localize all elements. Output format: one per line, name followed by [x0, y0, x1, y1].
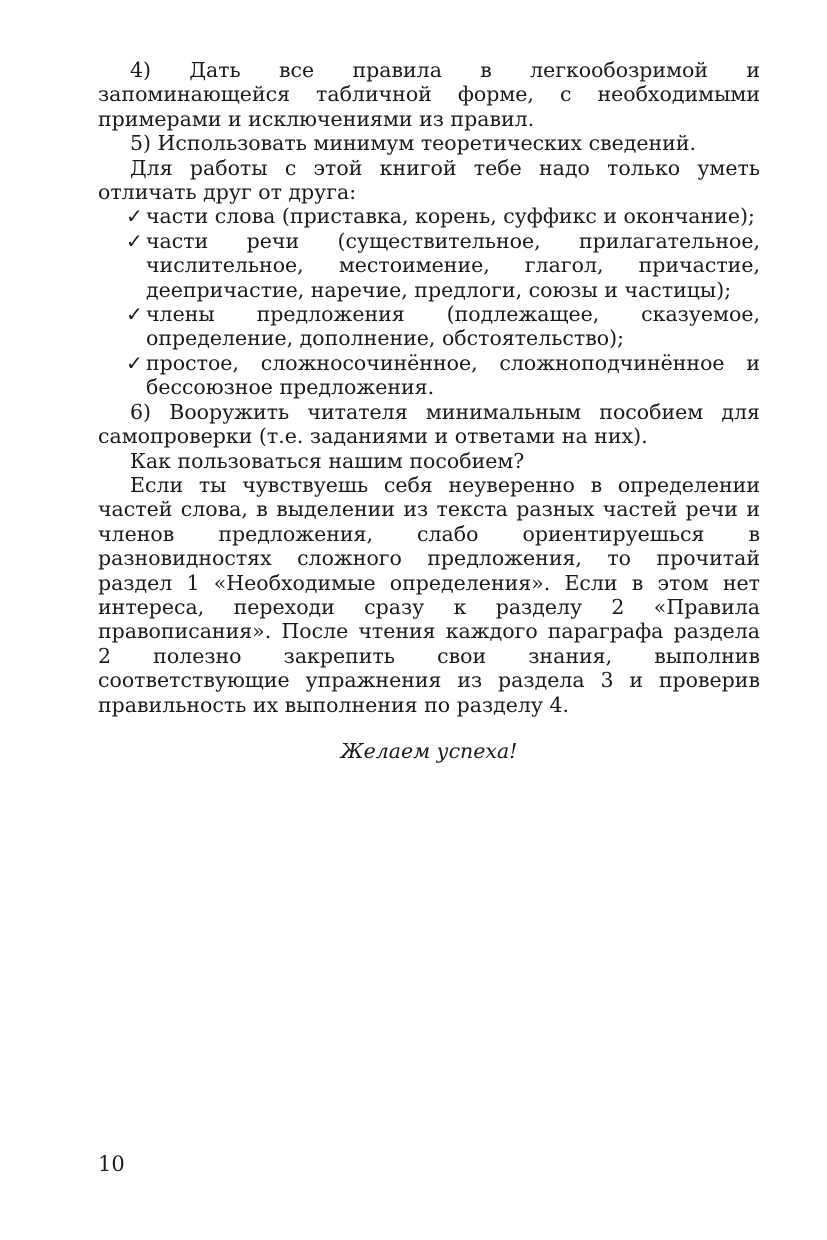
paragraph-instructions: Если ты чувствуешь себя неуверенно в определении частей слова, в выделении из текста разных частей речи и членов предложения, слабо ориентируешься в разновидностях сложного предложения, то прочитай раздел 1 «Необходимые определения». Если в этом нет интереса, переходи сразу к разделу 2 «Правила правописания». После чтения каждого параграфа раздела 2 полезно закрепить свои знания, выполнив соответствующие упражнения из раздела 3 и проверив правильность их выполнения по разделу 4. — [98, 472, 760, 717]
page-body — [98, 58, 760, 763]
checklist-item-text: члены предложения (подлежащее, сказуемое, определение, дополнение, обстоятельство); — [146, 302, 760, 351]
paragraph-item-6: 6) Вооружить читателя минимальным пособием для самопроверки (т.е. заданиями и ответами на них). — [98, 399, 760, 449]
checklist-item-text: части речи (существительное, прилагательное, числительное, местоимение, глагол, причастие, деепричастие, наречие, предлоги, союзы и частицы); — [146, 228, 760, 302]
paragraph-item-5: 5) Использовать минимум теоретических сведений. — [130, 131, 697, 156]
paragraph-intro-skills: Для работы с этой книгой тебе надо только уметь отличать друг от друга: — [98, 155, 760, 205]
checklist-item — [98, 351, 760, 400]
page-number: 10 — [98, 1152, 125, 1176]
checklist-item-text: простое, сложносочинённое, сложноподчинённое и бессоюзное предложения. — [146, 350, 760, 400]
checklist-item — [98, 302, 760, 351]
paragraph-item-4: 4) Дать все правила в легкообозримой и запоминающейся табличной форме, с необходимыми примерами и исключениями из правил. — [98, 58, 760, 131]
check-mark-icon: ✓ — [126, 228, 143, 253]
check-mark-icon: ✓ — [126, 204, 143, 229]
check-mark-icon: ✓ — [126, 350, 143, 375]
skills-checklist — [98, 204, 760, 399]
checklist-item — [98, 229, 760, 302]
checklist-item-text: части слова (приставка, корень, суффикс и окончание); — [146, 204, 755, 229]
check-mark-icon: ✓ — [126, 302, 143, 327]
closing-wish: Желаем успеха! — [340, 738, 518, 763]
paragraph-question: Как пользоваться нашим пособием? — [130, 448, 525, 473]
checklist-item — [98, 204, 760, 228]
